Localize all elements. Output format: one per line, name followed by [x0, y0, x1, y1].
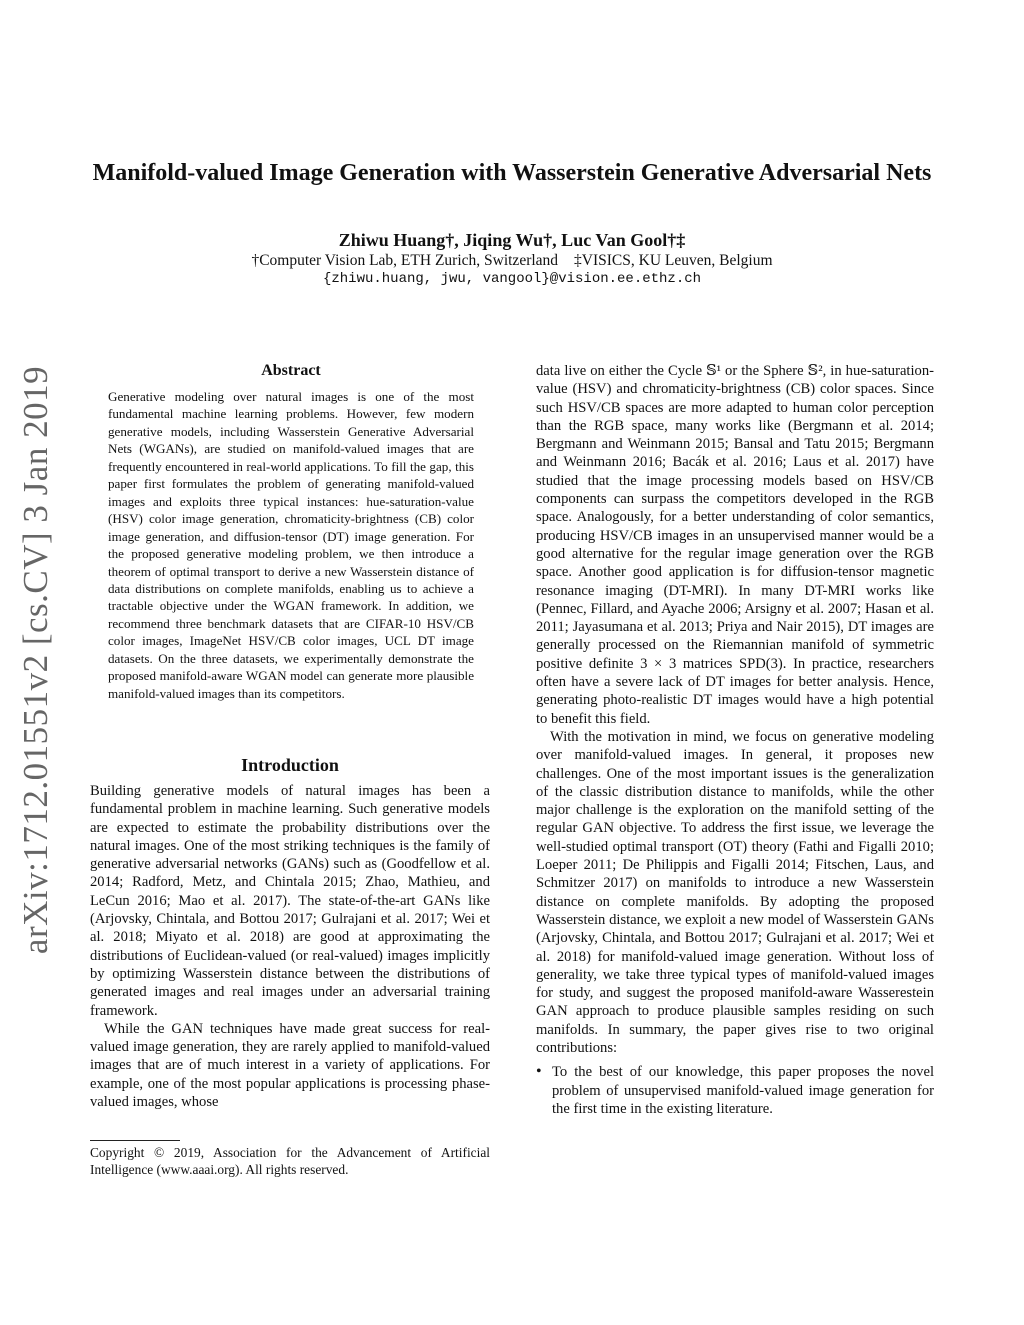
copyright-footnote: Copyright © 2019, Association for the Advancement of Artificial Intelligence (www.aaai.org). All rights reserved. [90, 1145, 490, 1177]
affiliation-eth: †Computer Vision Lab, ETH Zurich, Switzerland [251, 252, 559, 269]
paper-title: Manifold-valued Image Generation with Wasserstein Generative Adversarial Nets [92, 160, 932, 186]
introduction-section [90, 755, 490, 1111]
right-paragraph-2: With the motivation in mind, we focus on generative modeling over manifold-valued images. In general, it proposes new challenges. One of the most important issues is the generalization of the classic distribution distance to manifolds, while the other major challenge is the exploration on the manifold setting of the regular GAN objective. To address the first issue, we leverage the well-studied optimal transport (OT) theory (Fathi and Figalli 2010; Loeper 2011; De Philippis and Figalli 2014; Fitschen, Laus, and Schmitzer 2017) on manifolds to introduce a new Wasserstein distance on complete manifolds. By adopting the proposed Wasserstein distance, we exploit a new model of Wasserstein GANs (Arjovsky, Chintala, and Bottou 2017; Gulrajani et al. 2017; Wei et al. 2018) for manifold-valued image generation. Without loss of generality, we take three typical types of manifold-valued images for study, and suggest the proposed manifold-aware Wasserestein GAN approach to produce plausible samples residing on such manifolds. In summary, the paper gives rise to two original contributions: [536, 728, 934, 1056]
affiliation-leuven: ‡VISICS, KU Leuven, Belgium [574, 252, 773, 269]
footnote-rule [90, 1140, 180, 1141]
abstract-text: Generative modeling over natural images is one of the most fundamental machine learning problems. However, few modern generative models, including Wasserstein Generative Adversarial Nets (WGANs), are studied on manifold-valued images that are frequently encountered in real-world applications. To fill the gap, this paper first formulates the problem of generating manifold-valued images and exploits three typical instances: hue-saturation-value (HSV) color image generation, chromaticity-brightness (CB) color image generation, and diffusion-tensor (DT) image generation. For the proposed generative modeling problem, we then introduce a theorem of optimal transport to derive a new Wasserstein distance of data distributions on complete manifolds, enabling us to achieve a tractable objective under the WGAN framework. In addition, we recommend three benchmark datasets that are CIFAR-10 HSV/CB color images, ImageNet HSV/CB color images, UCL DT image datasets. On the three datasets, we experimentally demonstrate the proposed manifold-aware WGAN model can generate more plausible manifold-valued images than its competitors. [108, 389, 474, 701]
affiliations [60, 252, 964, 270]
contribution-text-1: To the best of our knowledge, this paper proposes the novel problem of unsupervised manifold-valued image generation for the first time in the existing literature. [552, 1064, 934, 1117]
introduction-paragraph-1: Building generative models of natural images has been a fundamental problem in machine learning. Such generative models are expected to estimate the probability distributions over the natural images. One of the most striking techniques is the family of generative adversarial networks (GANs) such as (Goodfellow et al. 2014; Radford, Metz, and Chintala 2015; Zhao, Mathieu, and LeCun 2016; Mao et al. 2017). The state-of-the-art GANs like (Arjovsky, Chintala, and Bottou 2017; Gulrajani et al. 2017; Wei et al. 2018; Miyato et al. 2018) are good at approximating the distributions of Euclidean-valued (or real-valued) images implicitly by optimizing Wasserstein distance between the distributions of generated images and real images under an adversarial training framework. [90, 783, 490, 1019]
introduction-heading: Introduction [241, 755, 339, 775]
right-paragraph-1: data live on either the Cycle 𝕊¹ or the Sphere 𝕊², in hue-saturation-value (HSV) and chromaticity-brightness (CB) color spaces. Since such HSV/CB spaces are more adapted to human color perception than the RGB space, many works like (Bergmann et al. 2014; Bergmann and Weinmann 2015; Bansal and Tatu 2015; Bergmann and Weinmann 2016; Bacák et al. 2016; Laus et al. 2017) have studied that the image processing models based on HSV/CB components can surpass the competitors developed in the RGB space. Analogously, for a better understanding of color semantics, producing HSV/CB images in an unsupervised manner would be a good alternative for the regular image generation over the RGB space. Another good application is for diffusion-tensor magnetic resonance imaging (DT-MRI). In many DT-MRI works like (Pennec, Fillard, and Ayache 2006; Arsigny et al. 2007; Hasan et al. 2011; Jayasumana et al. 2013; Priya and Nair 2015), DT images are generally processed on the Riemannian manifold of symmetric positive definite 3 × 3 matrices SPD(3). In practice, researchers often have a severe lack of DT images for better analysis. Hence, generating photo-realistic DT images would have a high potential to benefit this field. [536, 363, 934, 727]
right-column [536, 362, 934, 1118]
abstract-section [108, 362, 474, 702]
abstract-heading: Abstract [261, 362, 321, 379]
arxiv-identifier: arXiv:1712.01551v2 [cs.CV] 3 Jan 2019 [16, 365, 55, 955]
bullet-marker: • [536, 1063, 542, 1081]
author-emails: {zhiwu.huang, jwu, vangool}@vision.ee.ethz.ch [322, 271, 702, 287]
author-list: Zhiwu Huang†, Jiqing Wu†, Luc Van Gool†‡ [338, 230, 686, 250]
arxiv-sidebar [14, 360, 58, 960]
introduction-paragraph-2: While the GAN techniques have made great success for real-valued image generation, they are rarely applied to manifold-valued images that are of much interest in a variety of applications. For example, one of the most popular applications is processing phase-valued images, whose [90, 1020, 490, 1111]
contribution-bullet-1 [536, 1063, 934, 1118]
